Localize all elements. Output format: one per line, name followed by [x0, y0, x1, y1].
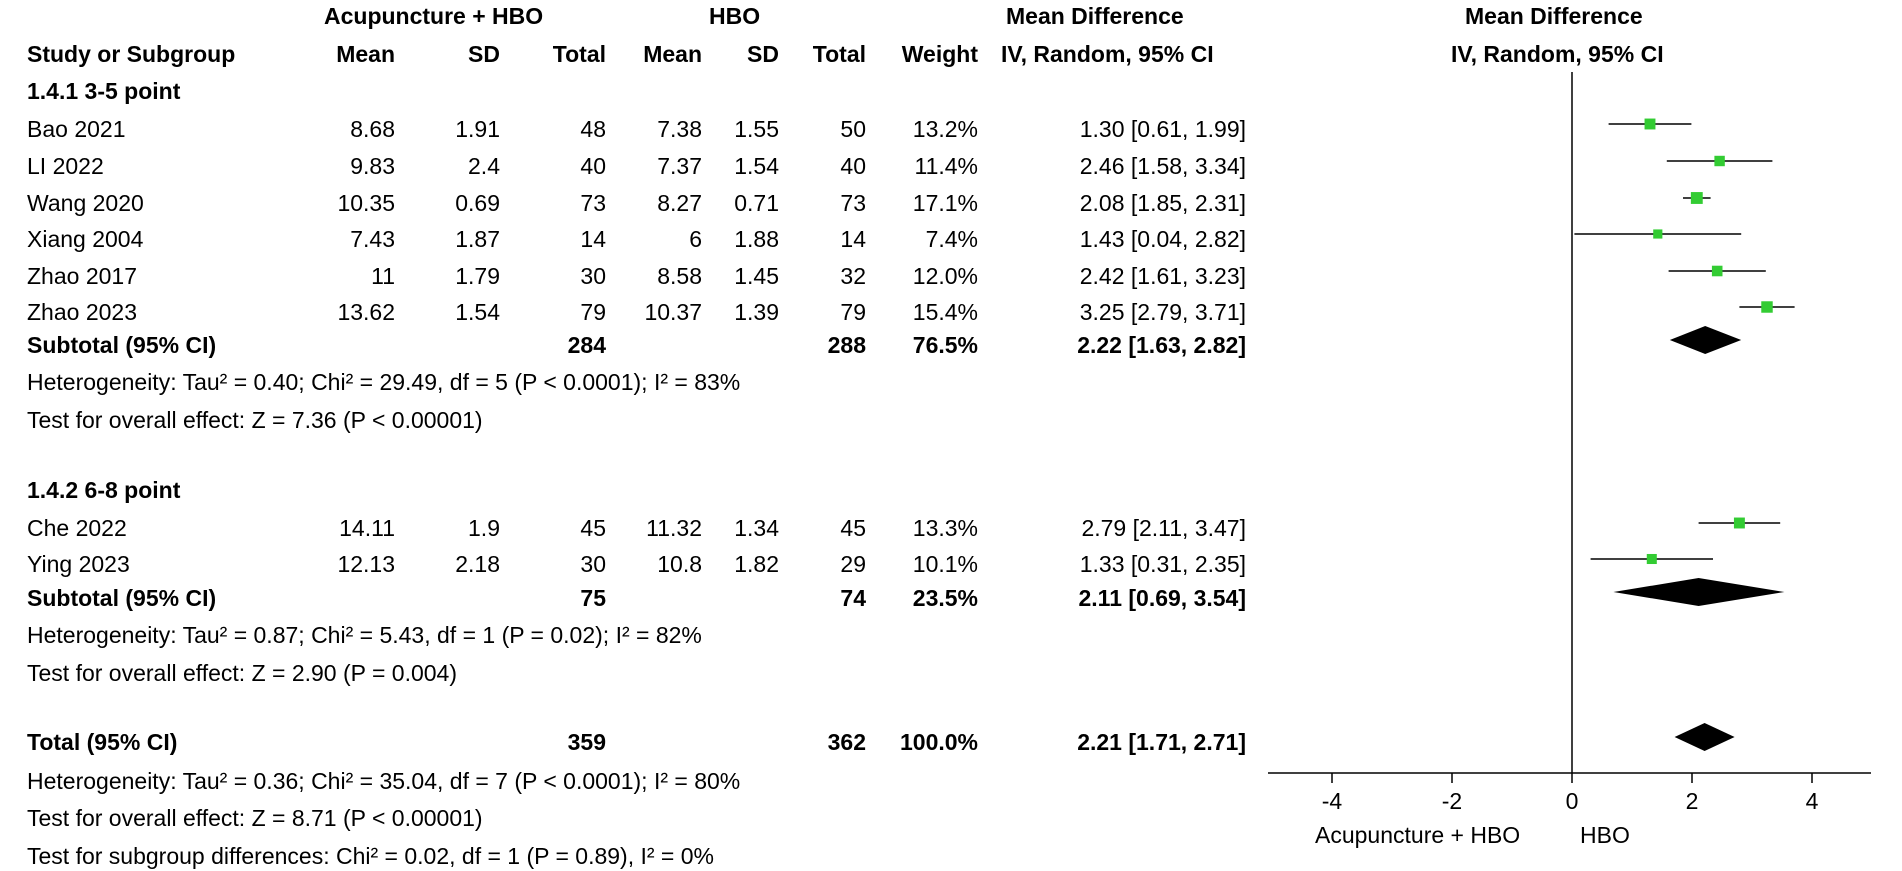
subtotal-weight: 23.5%: [912, 585, 978, 611]
study-n1-cell: 30: [580, 551, 606, 577]
col-weight: Weight: [901, 41, 978, 67]
study-m2-cell: 10.37: [644, 299, 702, 325]
col-total2: Total: [812, 41, 866, 67]
study-m2-cell: 6: [689, 226, 702, 252]
study-m2-cell: 11.32: [646, 515, 702, 541]
study-w-cell: 11.4%: [914, 153, 978, 179]
study-ci-cell: 1.33 [0.31, 2.35]: [1079, 551, 1246, 577]
study-name-cell: Ying 2023: [27, 551, 130, 577]
study-n2-cell: 14: [840, 226, 866, 252]
study-sd1-cell: 1.91: [455, 116, 500, 142]
mean-difference-table-header: Mean Difference: [1006, 3, 1184, 29]
study-m2-cell: 7.37: [657, 153, 702, 179]
study-m2-cell: 7.38: [657, 116, 702, 142]
x-tick-label: 2: [1685, 788, 1699, 814]
study-name-cell: Wang 2020: [27, 190, 144, 216]
study-n2-cell: 40: [840, 153, 866, 179]
x-tick-label: 4: [1805, 788, 1819, 814]
study-point-square: [1691, 192, 1703, 204]
mean-difference-plot-header: Mean Difference: [1465, 3, 1643, 29]
overall-effect-text: Test for overall effect: Z = 7.36 (P < 0.00001): [27, 407, 483, 433]
study-n2-cell: 45: [840, 515, 866, 541]
study-m1-cell: 13.62: [337, 299, 395, 325]
study-sd1-cell: 1.54: [455, 299, 500, 325]
col-ci: IV, Random, 95% CI: [1001, 41, 1214, 67]
study-n2-cell: 50: [840, 116, 866, 142]
overall-effect-text: Test for overall effect: Z = 2.90 (P = 0.004): [27, 660, 457, 686]
study-m1-cell: 9.83: [350, 153, 395, 179]
study-m2-cell: 8.58: [657, 263, 702, 289]
study-w-cell: 13.3%: [912, 515, 978, 541]
study-point-square: [1714, 156, 1724, 166]
study-m1-cell: 14.11: [339, 515, 395, 541]
study-ci-cell: 2.42 [1.61, 3.23]: [1079, 263, 1246, 289]
group1-header: Acupuncture + HBO: [324, 3, 544, 29]
study-point-square: [1645, 119, 1656, 130]
study-m1-cell: 7.43: [350, 226, 395, 252]
study-n2-cell: 79: [840, 299, 866, 325]
study-m1-cell: 12.13: [337, 551, 395, 577]
study-sd2-cell: 1.82: [734, 551, 779, 577]
study-sd2-cell: 1.55: [734, 116, 779, 142]
subgroup-differences-text: Test for subgroup differences: Chi² = 0.02, df = 1 (P = 0.89), I² = 0%: [27, 843, 714, 869]
study-point-square: [1761, 301, 1772, 312]
subgroup-title: 1.4.2 6-8 point: [27, 477, 181, 503]
study-ci-cell: 2.46 [1.58, 3.34]: [1079, 153, 1246, 179]
study-w-cell: 13.2%: [912, 116, 978, 142]
study-sd1-cell: 1.87: [455, 226, 500, 252]
study-sd2-cell: 0.71: [734, 190, 779, 216]
study-n1-cell: 79: [580, 299, 606, 325]
study-m1-cell: 11: [371, 263, 395, 289]
subtotal-ci: 2.11 [0.69, 3.54]: [1078, 585, 1246, 611]
total-n1: 359: [567, 729, 606, 755]
study-sd1-cell: 1.79: [455, 263, 500, 289]
total-weight: 100.0%: [899, 729, 978, 755]
study-sd2-cell: 1.88: [734, 226, 779, 252]
subtotal-ci: 2.22 [1.63, 2.82]: [1077, 332, 1246, 358]
study-name-cell: Bao 2021: [27, 116, 126, 142]
pooled-diamond: [1675, 723, 1735, 751]
study-ci-cell: 2.08 [1.85, 2.31]: [1079, 190, 1246, 216]
study-n1-cell: 73: [580, 190, 606, 216]
study-n2-cell: 73: [840, 190, 866, 216]
study-point-square: [1647, 554, 1657, 564]
study-ci-cell: 2.79 [2.11, 3.47]: [1081, 515, 1246, 541]
subtotal-n1: 75: [580, 585, 606, 611]
study-m2-cell: 10.8: [657, 551, 702, 577]
study-point-square: [1653, 229, 1662, 238]
x-tick-label: -4: [1321, 788, 1343, 814]
col-study: Study or Subgroup: [27, 41, 236, 67]
total-heterogeneity-text: Heterogeneity: Tau² = 0.36; Chi² = 35.04, df = 7 (P < 0.0001); I² = 80%: [27, 768, 741, 794]
subtotal-n2: 288: [827, 332, 866, 358]
study-sd1-cell: 0.69: [455, 190, 500, 216]
study-n1-cell: 40: [580, 153, 606, 179]
study-point-square: [1712, 266, 1723, 277]
study-sd2-cell: 1.39: [734, 299, 779, 325]
subtotal-weight: 76.5%: [912, 332, 978, 358]
total-overall-effect-text: Test for overall effect: Z = 8.71 (P < 0.00001): [27, 805, 483, 831]
col-sd1: SD: [468, 41, 500, 67]
study-point-square: [1734, 518, 1745, 529]
study-w-cell: 7.4%: [925, 226, 978, 252]
favours-left-label: Acupuncture + HBO: [1315, 822, 1521, 848]
plot-ci-header: IV, Random, 95% CI: [1451, 41, 1664, 67]
col-mean2: Mean: [643, 41, 702, 67]
study-n1-cell: 14: [580, 226, 606, 252]
subtotal-label: Subtotal (95% CI): [27, 332, 217, 358]
col-total1: Total: [552, 41, 606, 67]
pooled-diamond: [1613, 578, 1784, 606]
study-sd1-cell: 2.4: [468, 153, 500, 179]
study-w-cell: 12.0%: [912, 263, 978, 289]
study-n1-cell: 30: [580, 263, 606, 289]
study-name-cell: Zhao 2017: [27, 263, 137, 289]
total-ci: 2.21 [1.71, 2.71]: [1077, 729, 1246, 755]
study-ci-cell: 3.25 [2.79, 3.71]: [1079, 299, 1246, 325]
favours-right-label: HBO: [1580, 822, 1630, 848]
subtotal-n1: 284: [567, 332, 606, 358]
subgroup-title: 1.4.1 3-5 point: [27, 78, 181, 104]
heterogeneity-text: Heterogeneity: Tau² = 0.40; Chi² = 29.49, df = 5 (P < 0.0001); I² = 83%: [27, 369, 741, 395]
study-n2-cell: 29: [840, 551, 866, 577]
study-name-cell: Zhao 2023: [27, 299, 137, 325]
study-sd2-cell: 1.45: [734, 263, 779, 289]
subtotal-n2: 74: [840, 585, 866, 611]
x-tick-label: -2: [1441, 788, 1463, 814]
study-ci-cell: 1.43 [0.04, 2.82]: [1079, 226, 1246, 252]
study-w-cell: 10.1%: [912, 551, 978, 577]
group2-header: HBO: [709, 3, 761, 29]
study-n2-cell: 32: [840, 263, 866, 289]
study-w-cell: 15.4%: [912, 299, 978, 325]
study-name-cell: Xiang 2004: [27, 226, 144, 252]
col-sd2: SD: [747, 41, 779, 67]
study-sd1-cell: 1.9: [468, 515, 500, 541]
study-ci-cell: 1.30 [0.61, 1.99]: [1079, 116, 1246, 142]
study-n1-cell: 48: [580, 116, 606, 142]
heterogeneity-text: Heterogeneity: Tau² = 0.87; Chi² = 5.43, df = 1 (P = 0.02); I² = 82%: [27, 622, 702, 648]
subtotal-label: Subtotal (95% CI): [27, 585, 217, 611]
study-name-cell: Che 2022: [27, 515, 127, 541]
study-w-cell: 17.1%: [912, 190, 978, 216]
study-sd2-cell: 1.34: [734, 515, 779, 541]
pooled-diamond: [1670, 326, 1741, 354]
x-tick-label: 0: [1565, 788, 1579, 814]
study-sd2-cell: 1.54: [734, 153, 779, 179]
study-sd1-cell: 2.18: [455, 551, 500, 577]
study-m2-cell: 8.27: [657, 190, 702, 216]
study-m1-cell: 8.68: [350, 116, 395, 142]
study-n1-cell: 45: [580, 515, 606, 541]
col-mean1: Mean: [336, 41, 395, 67]
study-name-cell: LI 2022: [27, 153, 104, 179]
total-n2: 362: [827, 729, 866, 755]
study-m1-cell: 10.35: [337, 190, 395, 216]
total-label: Total (95% CI): [27, 729, 178, 755]
